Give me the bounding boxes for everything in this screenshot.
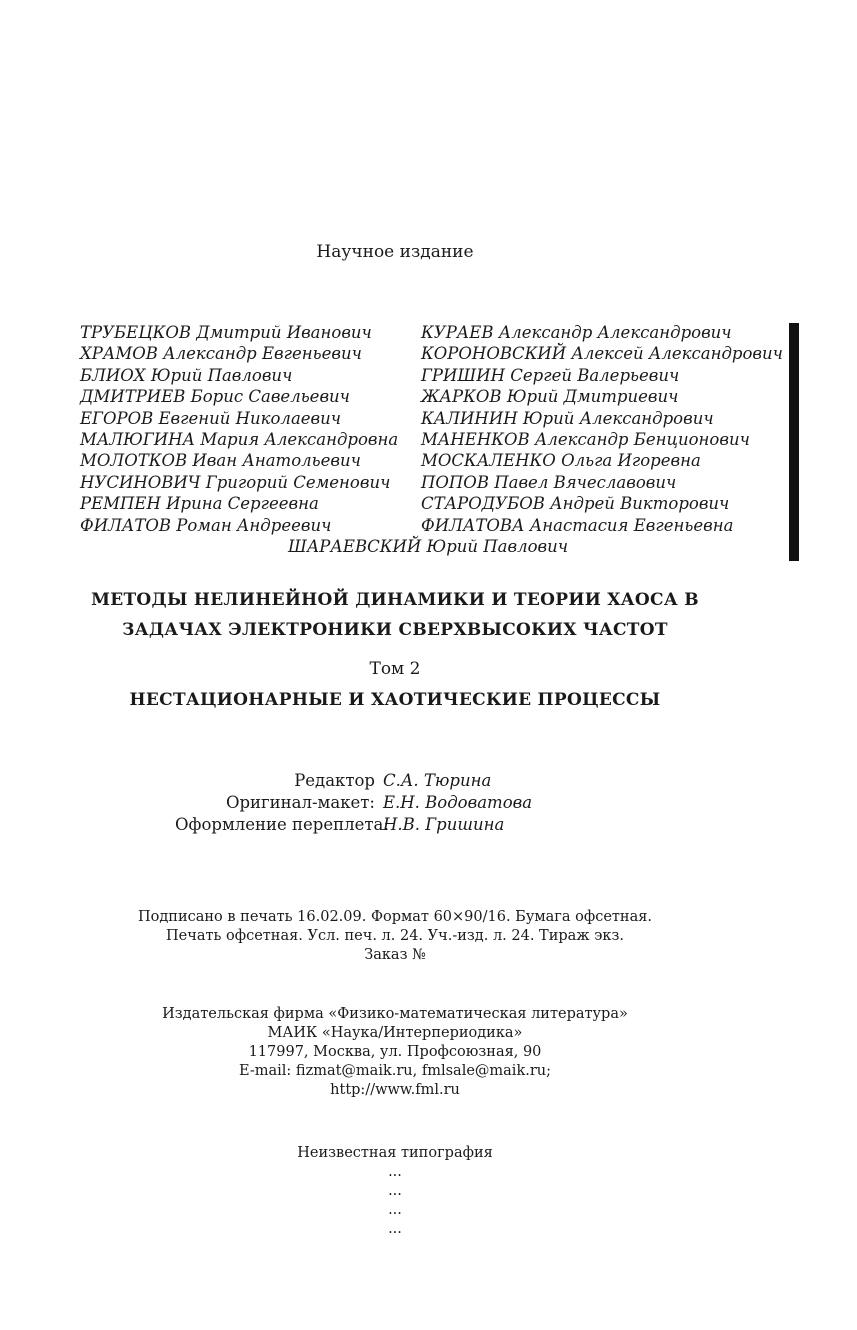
edition-type: Научное издание [316, 242, 474, 262]
printing-house: Неизвестная типография ... ... ... ... [297, 1145, 493, 1237]
author: МОЛОТКОВ Иван Анатольевич [80, 451, 361, 471]
publisher-info: Издательская фирма «Физико-математическая литература» МАИК «Наука/Интерпериодика» 117997, Москва, ул. Профсоюзная, 90 E-mail: fizmat@maik.ru, fmlsale@maik.ru; http://www.fml.ru [162, 1006, 628, 1098]
author: МАНЕНКОВ Александр Бенционович [421, 430, 750, 450]
author: КУРАЕВ Александр Александрович [421, 323, 732, 342]
author: НУСИНОВИЧ Григорий Семенович [80, 472, 391, 492]
book-title-line: ЗАДАЧАХ ЭЛЕКТРОНИКИ СВЕРХВЫСОКИХ ЧАСТОТ [122, 620, 668, 640]
author: СТАРОДУБОВ Андрей Викторович [421, 494, 730, 514]
author: ПОПОВ Павел Вячеславович [421, 472, 677, 492]
authors-right-column [421, 322, 783, 536]
author-last: ШАРАЕВСКИЙ Юрий Павлович [287, 537, 569, 556]
author: ФИЛАТОВ Роман Андреевич [80, 515, 332, 535]
authors-left-column [80, 322, 398, 536]
book-title [0, 585, 790, 645]
author: РЕМПЕН Ирина Сергеевна [80, 494, 319, 514]
book-title-line: МЕТОДЫ НЕЛИНЕЙНОЙ ДИНАМИКИ И ТЕОРИИ ХАОСА В [91, 590, 699, 610]
author: КОРОНОВСКИЙ Алексей Александрович [421, 344, 783, 364]
author: ЕГОРОВ Евгений Николаевич [80, 408, 342, 428]
author: КАЛИНИН Юрий Александрович [421, 408, 714, 428]
credit-row: Оформление переплета:Н.В. Гришина [175, 815, 505, 834]
volume-subtitle: НЕСТАЦИОНАРНЫЕ И ХАОТИЧЕСКИЕ ПРОЦЕССЫ [129, 690, 661, 710]
author: ТРУБЕЦКОВ Дмитрий Иванович [80, 323, 372, 342]
credit-row: Редактор С.А. Тюрина [294, 771, 492, 790]
credits-block [175, 770, 532, 836]
author: ГРИШИН Сергей Валерьевич [421, 365, 680, 385]
credit-row: Оригинал-макет: Е.Н. Водоватова [225, 793, 533, 812]
volume-number: Том 2 [369, 659, 421, 679]
print-info: Подписано в печать 16.02.09. Формат 60×90/16. Бумага офсетная. Печать офсетная. Усл. печ. л. 24. Уч.-изд. л. 24. Тираж экз. Заказ № [138, 909, 652, 963]
author: БЛИОХ Юрий Павлович [80, 365, 293, 385]
author: ДМИТРИЕВ Борис Савельевич [80, 387, 350, 407]
author: МОСКАЛЕНКО Ольга Игоревна [421, 451, 701, 471]
thumb-index-bar [789, 323, 799, 561]
author: ЖАРКОВ Юрий Дмитриевич [421, 387, 679, 407]
author: ФИЛАТОВА Анастасия Евгеньевна [421, 515, 734, 535]
author: ХРАМОВ Александр Евгеньевич [80, 344, 362, 364]
author: МАЛЮГИНА Мария Александровна [80, 430, 399, 450]
